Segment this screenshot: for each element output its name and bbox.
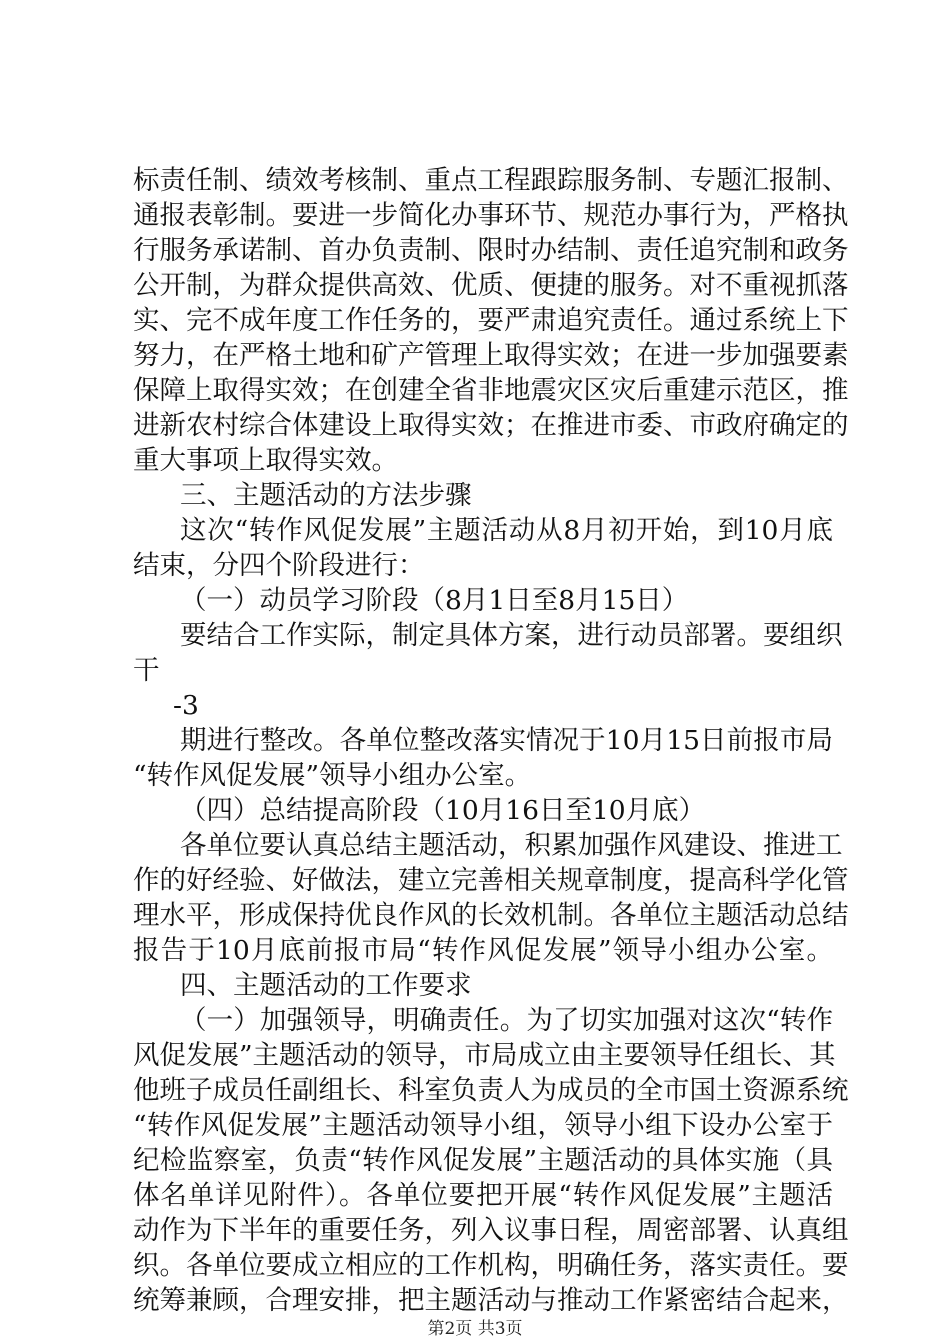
body-line: 通报表彰制。要进一步简化办事环节、规范办事行为，严格执 [133,200,849,231]
subsection-heading: （一）动员学习阶段（8月1日至8月15日） [180,585,689,616]
body-line: 各单位要认真总结主题活动，积累加强作风建设、推进工 [180,830,843,861]
body-line: “转作风促发展”主题活动领导小组，领导小组下设办公室于 [133,1110,833,1141]
body-line: 进新农村综合体建设上取得实效；在推进市委、市政府确定的 [133,410,849,441]
body-line: 统筹兼顾，合理安排，把主题活动与推动工作紧密结合起来， [133,1285,849,1316]
body-line: “转作风促发展”领导小组办公室。 [133,760,532,791]
body-line: 纪检监察室，负责“转作风促发展”主题活动的具体实施（具 [133,1145,833,1176]
body-line: 重大事项上取得实效。 [133,445,398,476]
body-line: （一）加强领导，明确责任。为了切实加强对这次“转作 [180,1005,833,1036]
body-line: 干 [133,655,160,686]
body-line: 努力，在严格土地和矿产管理上取得实效；在进一步加强要素 [133,340,849,371]
body-line: 报告于10月底前报市局“转作风促发展”领导小组办公室。 [133,935,833,966]
body-line: 结束，分四个阶段进行： [133,550,425,581]
body-line: 标责任制、绩效考核制、重点工程跟踪服务制、专题汇报制、 [133,165,849,196]
body-line: 他班子成员任副组长、科室负责人为成员的全市国土资源系统 [133,1075,849,1106]
page-footer: 第2页 共3页 [427,1319,523,1339]
body-line: 要结合工作实际，制定具体方案，进行动员部署。要组织 [180,620,843,651]
body-line: 行服务承诺制、首办负责制、限时办结制、责任追究制和政务 [133,235,849,266]
body-line: 体名单详见附件）。各单位要把开展“转作风促发展”主题活 [133,1180,833,1211]
body-line: 风促发展”主题活动的领导，市局成立由主要领导任组长、其 [133,1040,836,1071]
body-line: 期进行整改。各单位整改落实情况于10月15日前报市局 [180,725,833,756]
subsection-heading: （四）总结提高阶段（10月16日至10月底） [180,795,706,826]
body-line: 这次“转作风促发展”主题活动从8月初开始，到10月底 [180,515,833,546]
section-heading: 四、主题活动的工作要求 [180,970,472,1001]
body-line: 公开制，为群众提供高效、优质、便捷的服务。对不重视抓落 [133,270,849,301]
body-line: 动作为下半年的重要任务，列入议事日程，周密部署、认真组 [133,1215,849,1246]
section-heading: 三、主题活动的方法步骤 [180,480,472,511]
body-line: 作的好经验、好做法，建立完善相关规章制度，提高科学化管 [133,865,849,896]
body-line: 保障上取得实效；在创建全省非地震灾区灾后重建示范区，推 [133,375,849,406]
body-line: 理水平，形成保持优良作风的长效机制。各单位主题活动总结 [133,900,849,931]
page-marker: -3 [173,690,199,721]
body-line: 实、完不成年度工作任务的，要严肃追究责任。通过系统上下 [133,305,849,336]
body-line: 织。各单位要成立相应的工作机构，明确任务，落实责任。要 [133,1250,849,1281]
